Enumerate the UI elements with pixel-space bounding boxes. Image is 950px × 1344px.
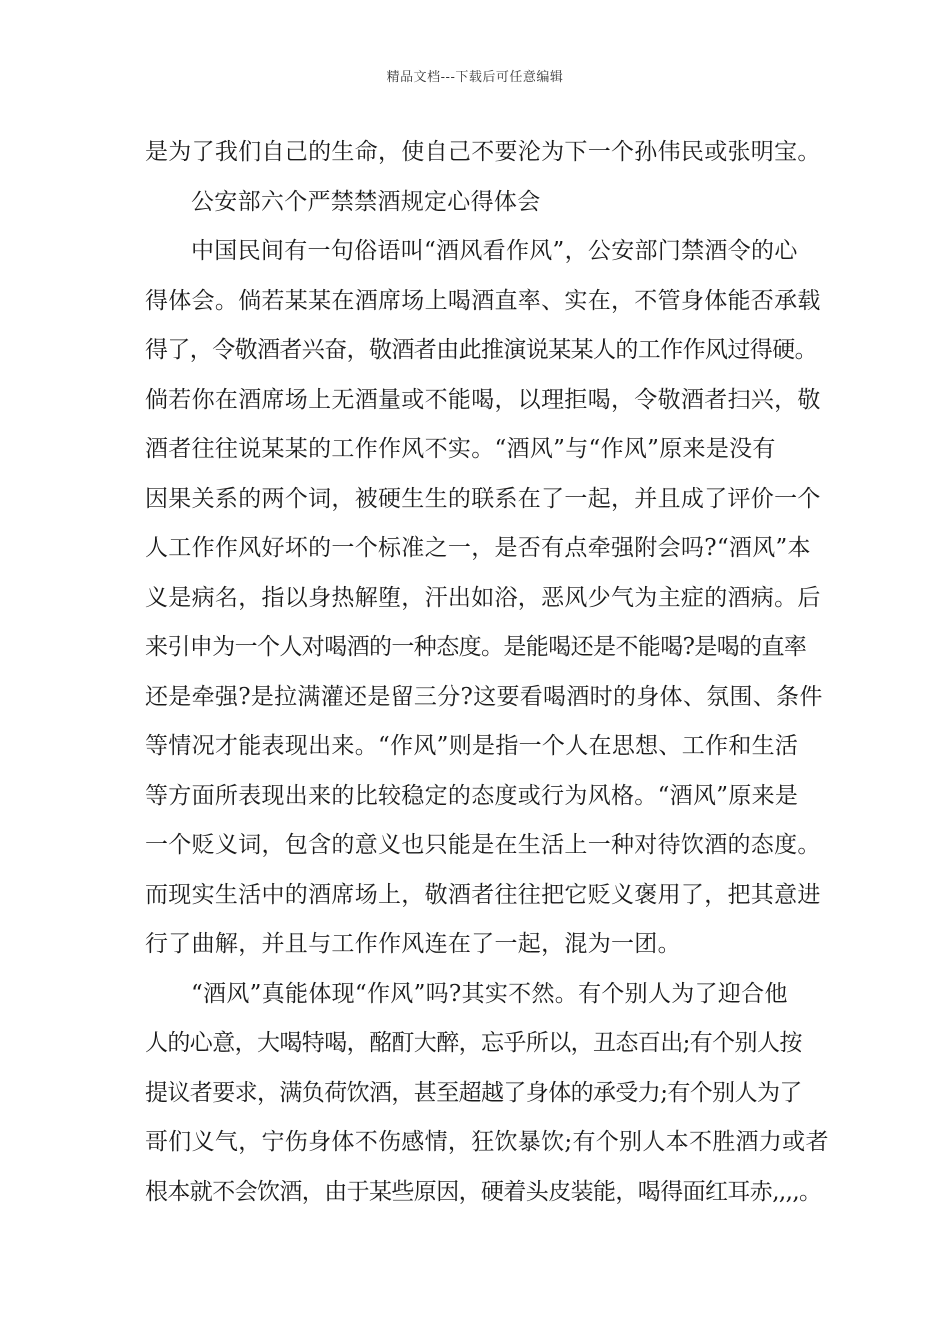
text-line: 中国民间有一句俗语叫“酒风看作风”，公安部门禁酒令的心 xyxy=(191,238,798,264)
document-body xyxy=(145,128,829,1217)
text-line: 等方面所表现出来的比较稳定的态度或行为风格。“酒风”原来是 xyxy=(145,782,799,809)
text-line: 义是病名，指以身热解堕，汗出如浴，恶风少气为主症的酒病。后 xyxy=(145,584,821,611)
text-line: 根本就不会饮酒，由于某些原因，硬着头皮装能，喝得面红耳赤,,,,。 xyxy=(145,1178,822,1205)
text-line: 来引申为一个人对喝酒的一种态度。是能喝还是不能喝?是喝的直率 xyxy=(145,634,807,660)
text-line: 哥们义气，宁伤身体不伤感情，狂饮暴饮;有个别人本不胜酒力或者 xyxy=(145,1129,829,1155)
text-line: 人的心意，大喝特喝，酩酊大醉，忘乎所以，丑态百出;有个别人按 xyxy=(145,1030,802,1056)
text-line: 是为了我们自己的生命，使自己不要沦为下一个孙伟民或张明宝。 xyxy=(145,139,821,165)
text-line: 行了曲解，并且与工作作风连在了一起，混为一团。 xyxy=(145,931,681,957)
text-line: 还是牵强?是拉满灌还是留三分?这要看喝酒时的身体、氛围、条件 xyxy=(145,683,823,710)
text-line: 倘若你在酒席场上无酒量或不能喝，以理拒喝，令敬酒者扫兴，敬 xyxy=(145,386,821,413)
text-line: 一个贬义词，包含的意义也只能是在生活上一种对待饮酒的态度。 xyxy=(145,832,821,858)
page-header: 精品文档---下载后可任意编辑 xyxy=(386,70,564,85)
text-line: 酒者往往说某某的工作作风不实。“酒风”与“作风”原来是没有 xyxy=(145,436,776,462)
text-line: 得体会。倘若某某在酒席场上喝酒直率、实在，不管身体能否承载 xyxy=(145,287,821,314)
text-line: 人工作作风好坏的一个标准之一，是否有点牵强附会吗?“酒风”本 xyxy=(145,535,811,561)
text-line: 因果关系的两个词，被硬生生的联系在了一起，并且成了评价一个 xyxy=(145,485,821,512)
section-title: 公安部六个严禁禁酒规定心得体会 xyxy=(191,188,541,215)
text-line: 而现实生活中的酒席场上，敬酒者往往把它贬义褒用了，把其意进 xyxy=(145,881,821,908)
text-line: 等情况才能表现出来。“作风”则是指一个人在思想、工作和生活 xyxy=(145,733,799,759)
text-line: 得了，令敬酒者兴奋，敬酒者由此推演说某某人的工作作风过得硬。 xyxy=(145,337,818,363)
text-line: “酒风”真能体现“作风”吗?其实不然。有个别人为了迎合他 xyxy=(191,980,788,1007)
text-line: 提议者要求，满负荷饮酒，甚至超越了身体的承受力;有个别人为了 xyxy=(145,1079,802,1106)
